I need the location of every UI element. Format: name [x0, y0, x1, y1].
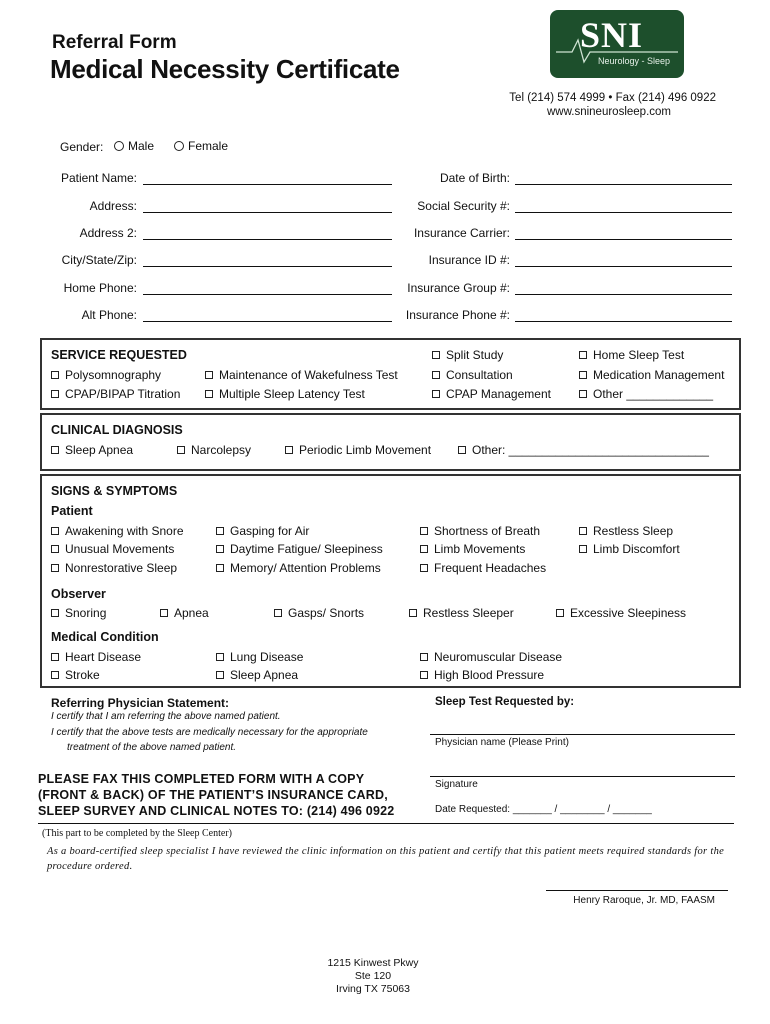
- checkbox-icon[interactable]: [51, 371, 59, 379]
- ssn-label: Social Security #:: [417, 199, 510, 213]
- checkbox-icon[interactable]: [420, 545, 428, 553]
- observer-apnea[interactable]: Apnea: [160, 606, 209, 620]
- form-subtitle: Referral Form: [52, 32, 177, 53]
- checkbox-icon[interactable]: [432, 351, 440, 359]
- symptom-daytime-fatigue[interactable]: Daytime Fatigue/ Sleepiness: [216, 542, 383, 556]
- checkbox-icon[interactable]: [216, 653, 224, 661]
- observer-excessive-sleepiness[interactable]: Excessive Sleepiness: [556, 606, 686, 620]
- insurance-carrier-field[interactable]: [515, 239, 732, 240]
- form-title: Medical Necessity Certificate: [50, 54, 400, 84]
- section-divider: [38, 823, 734, 824]
- clinical-diagnosis-box: [40, 413, 741, 471]
- specialist-name: Henry Raroque, Jr. MD, FAASM: [573, 895, 715, 906]
- medical-lung-disease[interactable]: Lung Disease: [216, 650, 303, 664]
- signs-symptoms-box: [40, 474, 741, 688]
- checkbox-icon[interactable]: [420, 527, 428, 535]
- observer-snoring[interactable]: Snoring: [51, 606, 106, 620]
- clinic-address: [300, 957, 446, 996]
- insurance-id-field[interactable]: [515, 266, 732, 267]
- checkbox-icon[interactable]: [579, 390, 587, 398]
- physician-name-label: Physician name (Please Print): [435, 737, 569, 748]
- clinical-diagnosis-title: CLINICAL DIAGNOSIS: [51, 423, 183, 437]
- logo-text: SNI: [580, 15, 644, 55]
- website: www.snineurosleep.com: [546, 106, 671, 118]
- insurance-carrier-label: Insurance Carrier:: [413, 226, 510, 240]
- symptom-nonrestorative-sleep[interactable]: Nonrestorative Sleep: [51, 561, 177, 575]
- checkbox-icon[interactable]: [51, 545, 59, 553]
- address2-label: Address 2:: [79, 226, 137, 240]
- service-consultation[interactable]: Consultation: [432, 368, 513, 382]
- service-requested-title: SERVICE REQUESTED: [51, 348, 187, 362]
- insurance-group-label: Insurance Group #:: [407, 281, 510, 295]
- checkbox-icon[interactable]: [409, 609, 417, 617]
- symptom-limb-movements[interactable]: Limb Movements: [420, 542, 525, 556]
- signature-label: Signature: [435, 779, 478, 790]
- contact-line: Tel (214) 574 4999 • Fax (214) 496 0922: [509, 92, 716, 104]
- service-cpap-titration[interactable]: CPAP/BIPAP Titration: [51, 387, 180, 401]
- signs-symptoms-title: SIGNS & SYMPTOMS: [51, 484, 178, 498]
- medical-stroke[interactable]: Stroke: [51, 668, 100, 682]
- alt-phone-label: Alt Phone:: [81, 308, 137, 322]
- medical-sleep-apnea[interactable]: Sleep Apnea: [216, 668, 298, 682]
- gender-label: Gender:: [60, 140, 104, 154]
- diagnosis-sleep-apnea[interactable]: Sleep Apnea: [51, 443, 133, 457]
- gender-female-option[interactable]: Female: [174, 139, 228, 153]
- date-requested-field[interactable]: Date Requested: _______ / ________ / _______: [435, 804, 652, 815]
- radio-icon[interactable]: [114, 141, 124, 151]
- fax-notice-line2: (FRONT & BACK) OF THE PATIENT’S INSURANCE CARD,: [38, 788, 388, 802]
- observer-gasps-snorts[interactable]: Gasps/ Snorts: [274, 606, 364, 620]
- physician-name-field[interactable]: [430, 734, 735, 735]
- diagnosis-narcolepsy[interactable]: Narcolepsy: [177, 443, 251, 457]
- service-home-sleep-test[interactable]: Home Sleep Test: [579, 348, 684, 362]
- symptom-shortness-breath[interactable]: Shortness of Breath: [420, 524, 540, 538]
- diagnosis-plm[interactable]: Periodic Limb Movement: [285, 443, 431, 457]
- service-cpap-management[interactable]: CPAP Management: [432, 387, 551, 401]
- symptom-limb-discomfort[interactable]: Limb Discomfort: [579, 542, 680, 556]
- fax-notice: [38, 771, 394, 819]
- observer-subtitle: Observer: [51, 587, 106, 601]
- gender-male-option[interactable]: Male: [114, 139, 154, 153]
- medical-heart-disease[interactable]: Heart Disease: [51, 650, 141, 664]
- service-medication-management[interactable]: Medication Management: [579, 368, 724, 382]
- checkbox-icon[interactable]: [216, 671, 224, 679]
- checkbox-icon[interactable]: [420, 671, 428, 679]
- specialist-signature-line[interactable]: [546, 890, 728, 891]
- medical-neuromuscular[interactable]: Neuromuscular Disease: [420, 650, 562, 664]
- home-phone-label: Home Phone:: [63, 281, 137, 295]
- sleep-center-note: (This part to be completed by the Sleep Center): [42, 828, 232, 839]
- checkbox-icon[interactable]: [51, 527, 59, 535]
- home-phone-field[interactable]: [143, 294, 392, 295]
- physician-statement-line1: I certify that I am referring the above named patient.: [51, 711, 281, 722]
- service-split-study[interactable]: Split Study: [432, 348, 503, 362]
- checkbox-icon[interactable]: [458, 446, 466, 454]
- city-state-zip-field[interactable]: [143, 266, 392, 267]
- dob-field[interactable]: [515, 184, 732, 185]
- checkbox-icon[interactable]: [51, 446, 59, 454]
- alt-phone-field[interactable]: [143, 321, 392, 322]
- checkbox-icon[interactable]: [274, 609, 282, 617]
- observer-restless-sleeper[interactable]: Restless Sleeper: [409, 606, 514, 620]
- checkbox-icon[interactable]: [216, 545, 224, 553]
- symptom-memory-attention[interactable]: Memory/ Attention Problems: [216, 561, 381, 575]
- fax-notice-line1: PLEASE FAX THIS COMPLETED FORM WITH A COPY: [38, 772, 365, 786]
- checkbox-icon[interactable]: [51, 609, 59, 617]
- insurance-id-label: Insurance ID #:: [428, 253, 510, 267]
- address-label: Address:: [89, 199, 137, 213]
- checkbox-icon[interactable]: [579, 545, 587, 553]
- insurance-phone-field[interactable]: [515, 321, 732, 322]
- fax-notice-line3: SLEEP SURVEY AND CLINICAL NOTES TO: (214) 496 0922: [38, 804, 395, 818]
- address-field[interactable]: [143, 212, 392, 213]
- patient-subtitle: Patient: [51, 504, 93, 518]
- checkbox-icon[interactable]: [51, 564, 59, 572]
- medical-condition-subtitle: Medical Condition: [51, 630, 159, 644]
- dob-label: Date of Birth:: [439, 171, 510, 185]
- checkbox-icon[interactable]: [177, 446, 185, 454]
- physician-statement-title: Referring Physician Statement:: [51, 696, 230, 710]
- service-mwt[interactable]: Maintenance of Wakefulness Test: [205, 368, 398, 382]
- checkbox-icon[interactable]: [579, 527, 587, 535]
- checkbox-icon[interactable]: [556, 609, 564, 617]
- checkbox-icon[interactable]: [216, 527, 224, 535]
- insurance-phone-label: Insurance Phone #:: [405, 308, 510, 322]
- checkbox-icon[interactable]: [51, 653, 59, 661]
- checkbox-icon[interactable]: [420, 564, 428, 572]
- patient-name-field[interactable]: [143, 184, 392, 185]
- physician-statement-line2: I certify that the above tests are medically necessary for the appropriate: [51, 727, 368, 738]
- checkbox-icon[interactable]: [160, 609, 168, 617]
- checkbox-icon[interactable]: [432, 390, 440, 398]
- service-other[interactable]: Other _____________: [579, 387, 713, 401]
- address-line1: 1215 Kinwest Pkwy: [327, 957, 419, 969]
- checkbox-icon[interactable]: [579, 351, 587, 359]
- symptom-frequent-headaches[interactable]: Frequent Headaches: [420, 561, 546, 575]
- symptom-restless-sleep[interactable]: Restless Sleep: [579, 524, 673, 538]
- checkbox-icon[interactable]: [205, 371, 213, 379]
- checkbox-icon[interactable]: [216, 564, 224, 572]
- checkbox-icon[interactable]: [420, 653, 428, 661]
- symptom-gasping[interactable]: Gasping for Air: [216, 524, 309, 538]
- address2-field[interactable]: [143, 239, 392, 240]
- radio-icon[interactable]: [174, 141, 184, 151]
- checkbox-icon[interactable]: [579, 371, 587, 379]
- checkbox-icon[interactable]: [51, 671, 59, 679]
- address-line3: Irving TX 75063: [336, 983, 410, 995]
- symptom-unusual-movements[interactable]: Unusual Movements: [51, 542, 174, 556]
- signature-field[interactable]: [430, 776, 735, 777]
- logo-tagline: Neurology - Sleep: [598, 56, 671, 66]
- checkbox-icon[interactable]: [285, 446, 293, 454]
- diagnosis-other[interactable]: Other: ______________________________: [458, 443, 709, 457]
- symptom-awakening-snore[interactable]: Awakening with Snore: [51, 524, 184, 538]
- city-state-zip-label: City/State/Zip:: [61, 253, 137, 267]
- sni-logo: [550, 10, 684, 78]
- sleep-center-statement: As a board-certified sleep specialist I have reviewed the clinic information on this patient and certify that this patient meets required standards for the procedure ordered.: [47, 846, 725, 872]
- address-line2: Ste 120: [354, 970, 392, 982]
- insurance-group-field[interactable]: [515, 294, 732, 295]
- medical-high-blood-pressure[interactable]: High Blood Pressure: [420, 668, 544, 682]
- patient-name-label: Patient Name:: [60, 171, 137, 185]
- checkbox-icon[interactable]: [51, 390, 59, 398]
- service-polysomnography[interactable]: Polysomnography: [51, 368, 161, 382]
- physician-statement-line3: treatment of the above named patient.: [67, 742, 236, 753]
- checkbox-icon[interactable]: [432, 371, 440, 379]
- checkbox-icon[interactable]: [205, 390, 213, 398]
- sleep-test-requested-title: Sleep Test Requested by:: [435, 696, 575, 708]
- service-mslt[interactable]: Multiple Sleep Latency Test: [205, 387, 365, 401]
- ssn-field[interactable]: [515, 212, 732, 213]
